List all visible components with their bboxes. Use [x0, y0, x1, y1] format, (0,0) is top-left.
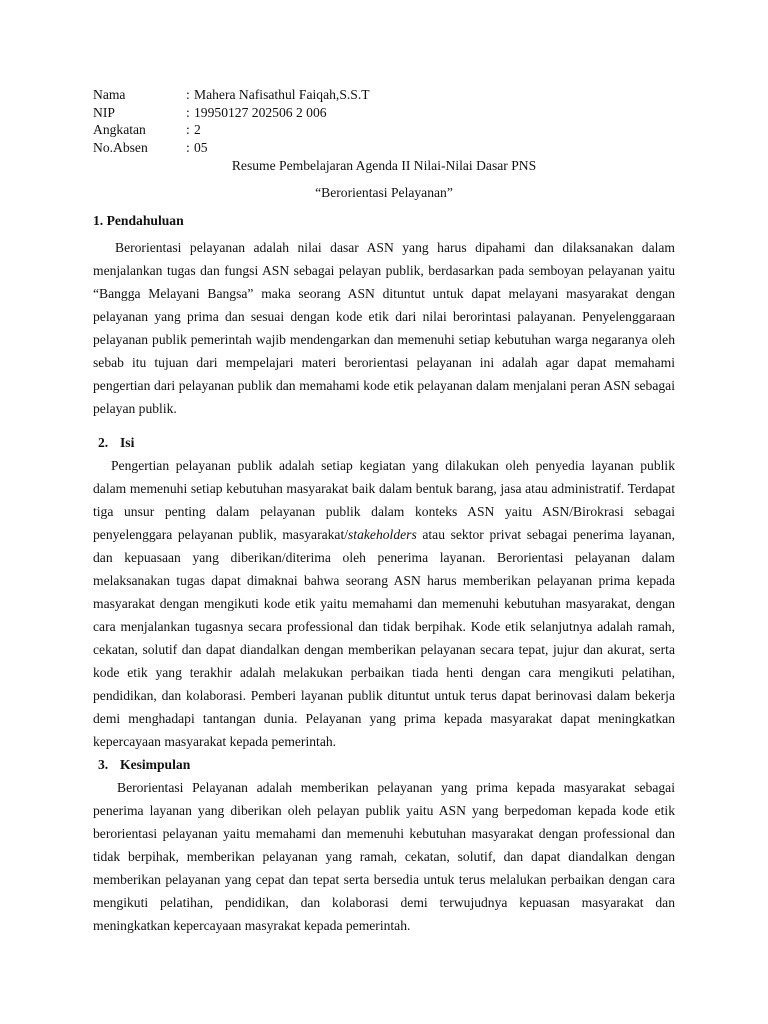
identity-row-nip	[93, 104, 370, 122]
section-title: Isi	[120, 435, 135, 450]
section-number: 3.	[98, 757, 109, 772]
section-body-content	[93, 454, 675, 753]
section-heading-conclusion	[98, 756, 190, 773]
identity-row-attendance	[93, 139, 370, 157]
identity-value: 05	[194, 139, 208, 155]
identity-row-batch	[93, 121, 370, 139]
identity-separator: :	[186, 104, 190, 120]
identity-label: Nama	[93, 87, 126, 102]
document-title: Resume Pembelajaran Agenda II Nilai-Nilai Dasar PNS	[231, 158, 537, 173]
identity-label: No.Absen	[93, 139, 148, 155]
identity-value: 2	[194, 122, 201, 137]
body-text: Pengertian pelayanan publik adalah setiap kegiatan yang dilakukan oleh penyedia layanan publik dalam memenuhi setiap kebutuhan masyarakat baik dalam bentuk barang, jasa atau administratif. Terdapat tiga unsur penting dalam pelayanan publik dalam konteks ASN yaitu ASN/Birokrasi sebagai penyelenggara pelayanan publik, masyarakat/	[93, 458, 675, 542]
identity-label: NIP	[93, 104, 115, 120]
section-number: 2.	[98, 435, 109, 450]
identity-label: Angkatan	[93, 122, 146, 137]
section-body-intro: Berorientasi pelayanan adalah nilai dasar ASN yang harus dipahami dan dilaksanakan dalam menjalankan tugas dan fungsi ASN sebagai pelayan publik, berdasarkan pada semboyan pelayanan yaitu “Bangga Melayani Bangsa” maka seorang ASN dituntut untuk dapat melayani masyarakat dengan pelayanan yang prima dan sesuai dengan kode etik dari nilai berorintasi palayanan. Penyelenggaraan pelayanan publik pemerintah wajib mendengarkan dan memenuhi setiap kebutuhan warga negaranya oleh sebab itu tujuan dari mempelajari materi berorientasi pelayanan ini adalah agar dapat memahami pengertian dari pelayanan publik dan memahami kode etik pelayanan dalam menjalani peran ASN sebagai pelayan publik.	[93, 240, 675, 416]
section-heading-content	[98, 434, 134, 451]
identity-separator: :	[186, 122, 190, 137]
section-body-conclusion: Berorientasi Pelayanan adalah memberikan pelayanan yang prima kepada masyarakat sebagai penerima layanan yang diberikan oleh pelayan publik yaitu ASN yang berpedoman kepada kode etik berorientasi pelayanan yaitu memahami dan memenuhi kebutuhan masyarakat dengan professional dan tidak berpihak, memberikan pelayanan yang ramah, cekatan, solutif, dan dapat diandalkan dengan memberikan pelayanan yang cepat dan tepat serta bersedia untuk terus melalukan perbaikan dengan cara mengikuti pelatihan, pendidikan, dan kolaborasi demi terwujudnya kepuasan masyarakat dan meningkatkan kepercayaan masyrakat kepada pemerintah.	[93, 780, 675, 933]
identity-value: 19950127 202506 2 006	[194, 104, 327, 120]
identity-separator: :	[186, 139, 190, 155]
identity-block	[93, 86, 370, 156]
identity-row-name	[93, 86, 370, 104]
body-text-italic: stakeholders	[348, 527, 417, 542]
identity-value: Mahera Nafisathul Faiqah,S.S.T	[194, 87, 370, 102]
body-text: atau sektor privat sebagai penerima layanan, dan kepuasaan yang diberikan/diterima oleh penerima layanan. Berorientasi pelayanan dalam melaksanakan tugas dapat dimaknai bahwa seorang ASN harus memberikan pelayanan prima kepada masyarakat dengan mengikuti kode etik yaitu memahami dan memenuhi kebutuhan masyarakat, dengan cara menjalankan tugasnya secara professional dan tidak berpihak. Kode etik selanjutnya adalah ramah, cekatan, solutif dan dapat diandalkan dengan memberikan pelayanan secara tepat, jujur dan akurat, serta kode etik yang terakhir adalah melakukan perbaikan tiada henti dengan cara mengikuti pelatihan, pendidikan, dan kolaborasi. Pemberi layanan publik dituntut untuk terus dapat berinovasi dalam bekerja demi menghadapi tantangan dunia. Pelayanan yang prima kepada masyarakat dapat meningkatkan kepercayaan masyarakat kepada pemerintah.	[93, 527, 675, 749]
document-subtitle: “Berorientasi Pelayanan”	[315, 185, 453, 200]
section-title: Kesimpulan	[120, 757, 191, 772]
identity-separator: :	[186, 87, 190, 102]
section-heading-intro: 1. Pendahuluan	[93, 213, 184, 228]
